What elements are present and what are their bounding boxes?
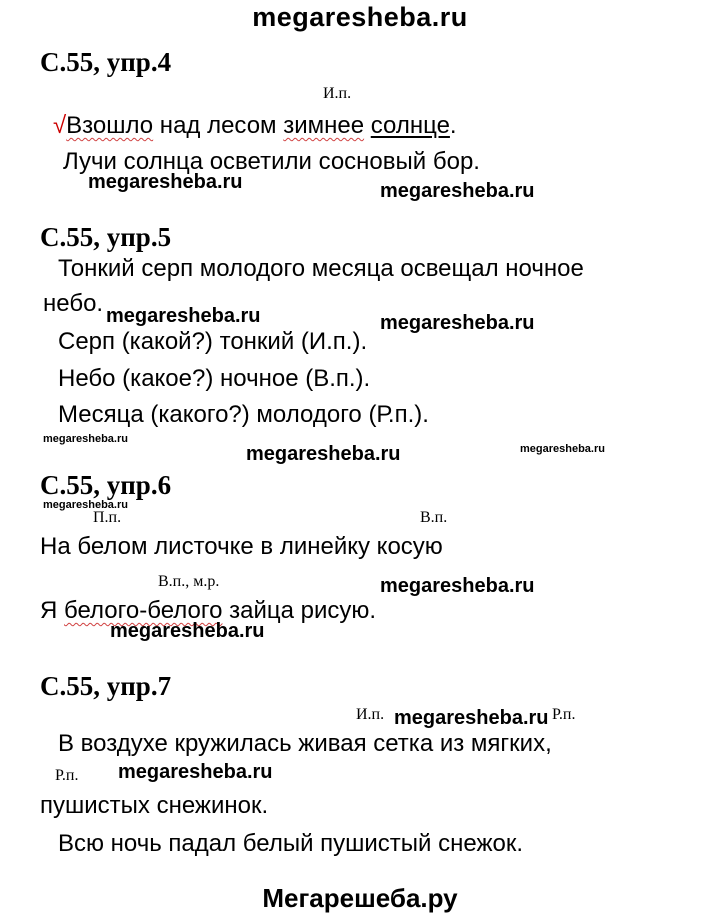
watermark-small: megaresheba.ru xyxy=(520,443,605,455)
ex7-line-3: Всю ночь падал белый пушистый снежок. xyxy=(58,830,524,857)
ex7-note-ip: И.п. xyxy=(356,706,385,723)
ex4-sentence-1: √Взошло над лесом зимнее солнце. xyxy=(53,112,457,139)
ex4-note-ip: И.п. xyxy=(323,85,352,102)
ex7-note-rp-1: Р.п. xyxy=(552,706,576,723)
ex7-note-rp-2: Р.п. xyxy=(55,767,79,784)
ex7-line-1: В воздухе кружилась живая сетка из мягких, xyxy=(58,730,552,757)
site-header: megaresheba.ru xyxy=(252,2,468,32)
ex4-word-attribute: зимнее xyxy=(283,112,365,139)
watermark: megaresheba.ru xyxy=(380,180,535,202)
watermark: megaresheba.ru xyxy=(110,620,265,642)
ex6-note-vp-mr: В.п., м.р. xyxy=(158,573,220,590)
ex6-note-pp: П.п. xyxy=(93,509,122,526)
watermark: megaresheba.ru xyxy=(88,171,243,193)
exercise-5-title: С.55, упр.5 xyxy=(40,222,172,252)
ex5-line-4: Небо (какое?) ночное (В.п.). xyxy=(58,365,371,392)
watermark-small: megaresheba.ru xyxy=(43,499,128,511)
exercise-4-title: С.55, упр.4 xyxy=(40,47,172,77)
ex6-word-attribute: белого-белого xyxy=(64,597,223,624)
exercise-6-title: С.55, упр.6 xyxy=(40,470,172,500)
ex5-line-3: Серп (какой?) тонкий (И.п.). xyxy=(58,328,368,355)
checkmark-icon: √ xyxy=(53,112,67,139)
watermark: megaresheba.ru xyxy=(380,312,535,334)
ex4-word-predicate: Взошло xyxy=(66,112,154,139)
ex4-sentence-2: Лучи солнца осветили сосновый бор. xyxy=(63,148,480,175)
watermark: megaresheba.ru xyxy=(118,761,273,783)
ex6-line-2: Я белого-белого зайца рисую. xyxy=(40,597,377,624)
ex5-line-1: Тонкий серп молодого месяца освещал ночное xyxy=(58,255,584,282)
ex5-line-2: небо. xyxy=(43,290,104,317)
watermark: megaresheba.ru xyxy=(394,707,549,729)
ex7-line-2: пушистых снежинок. xyxy=(40,792,269,819)
watermark: megaresheba.ru xyxy=(106,305,261,327)
ex6-note-vp: В.п. xyxy=(420,509,448,526)
watermark-small: megaresheba.ru xyxy=(43,433,128,445)
exercise-7-title: С.55, упр.7 xyxy=(40,671,172,701)
ex4-word-subject: солнце xyxy=(370,112,450,139)
watermark: megaresheba.ru xyxy=(380,575,535,597)
watermark: megaresheba.ru xyxy=(246,443,401,465)
site-footer: Мегарешеба.ру xyxy=(262,883,458,913)
ex5-line-5: Месяца (какого?) молодого (Р.п.). xyxy=(58,401,429,428)
ex6-line-1: На белом листочке в линейку косую xyxy=(40,533,443,560)
